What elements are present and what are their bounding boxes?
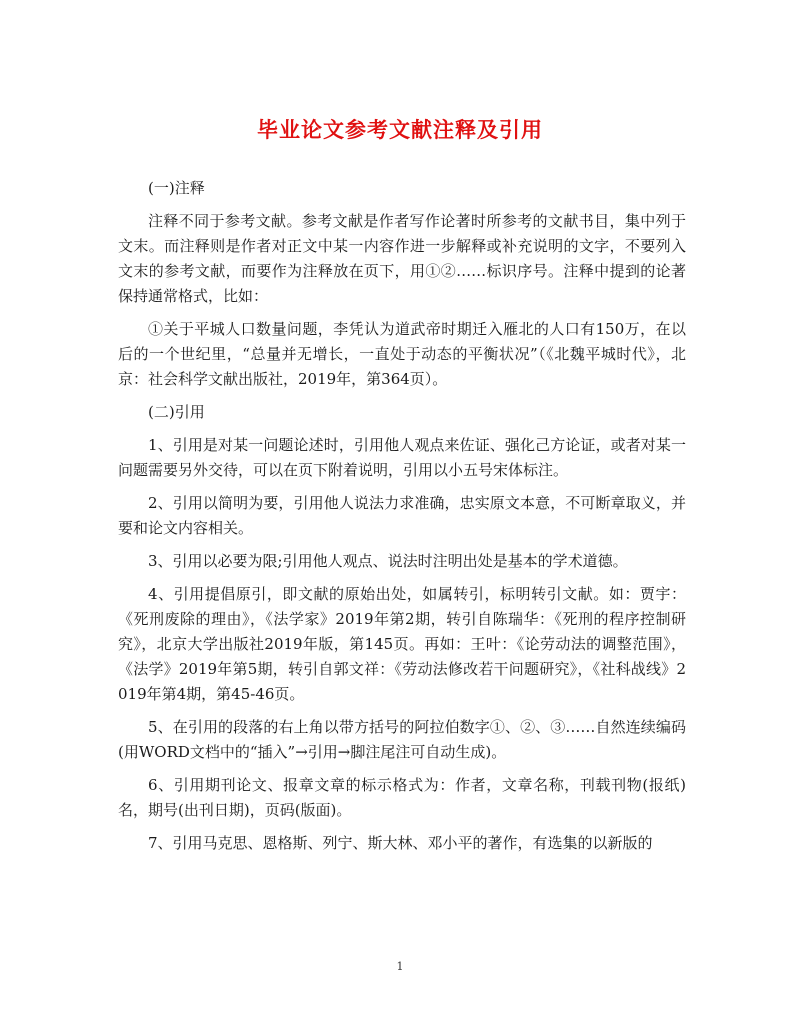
page-number: 1 — [396, 960, 404, 973]
paragraph: 6、引用期刊论文、报章文章的标示格式为：作者，文章名称，刊载刊物(报纸)名，期号(出刊日期)，页码(版面)。 — [118, 776, 686, 819]
paragraph: 1、引用是对某一问题论述时，引用他人观点来佐证、强化己方论证，或者对某一问题需要另外交待，可以在页下附着说明，引用以小五号宋体标注。 — [118, 436, 686, 479]
section-heading-notes: (一)注释 — [148, 179, 205, 197]
section-heading-citation: (二)引用 — [148, 403, 205, 421]
paragraph: 2、引用以简明为要，引用他人说法力求准确，忠实原文本意，不可断章取义，并要和论文内容相关。 — [118, 494, 686, 537]
paragraph: ①关于平城人口数量问题，李凭认为道武帝时期迁入雁北的人口有150万，在以后的一个世纪里，“总量并无增长，一直处于动态的平衡状况”（《北魏平城时代》，北京：社会科学文献出版社，2019年，第364页）。 — [118, 320, 686, 388]
paragraph: 4、引用提倡原引，即文献的原始出处，如属转引，标明转引文献。如：贾宇：《死刑废除的理由》，《法学家》2019年第2期，转引自陈瑞华：《死刑的程序控制研究》，北京大学出版社2019年版，第145页。再如：王叶：《论劳动法的调整范围》，《法学》2019年第5期，转引自郭文祥：《劳动法修改若干问题研究》，《社科战线》2019年第4期，第45-46页。 — [118, 585, 686, 703]
paragraph: 5、在引用的段落的右上角以带方括号的阿拉伯数字①、②、③……自然连续编码(用WORD文档中的“插入”→引用→脚注尾注可自动生成)。 — [118, 718, 686, 761]
paragraph: 3、引用以必要为限;引用他人观点、说法时注明出处是基本的学术道德。 — [148, 552, 628, 570]
document-title: 毕业论文参考文献注释及引用 — [257, 117, 543, 142]
document-body — [118, 176, 686, 864]
paragraph: 7、引用马克思、恩格斯、列宁、斯大林、邓小平的著作，有选集的以新版的 — [148, 834, 653, 852]
paragraph: 注释不同于参考文献。参考文献是作者写作论著时所参考的文献书目，集中列于文末。而注释则是作者对正文中某一内容作进一步解释或补充说明的文字，不要列入文末的参考文献，而要作为注释放在页下，用①②……标识序号。注释中提到的论著保持通常格式，比如： — [118, 212, 686, 305]
